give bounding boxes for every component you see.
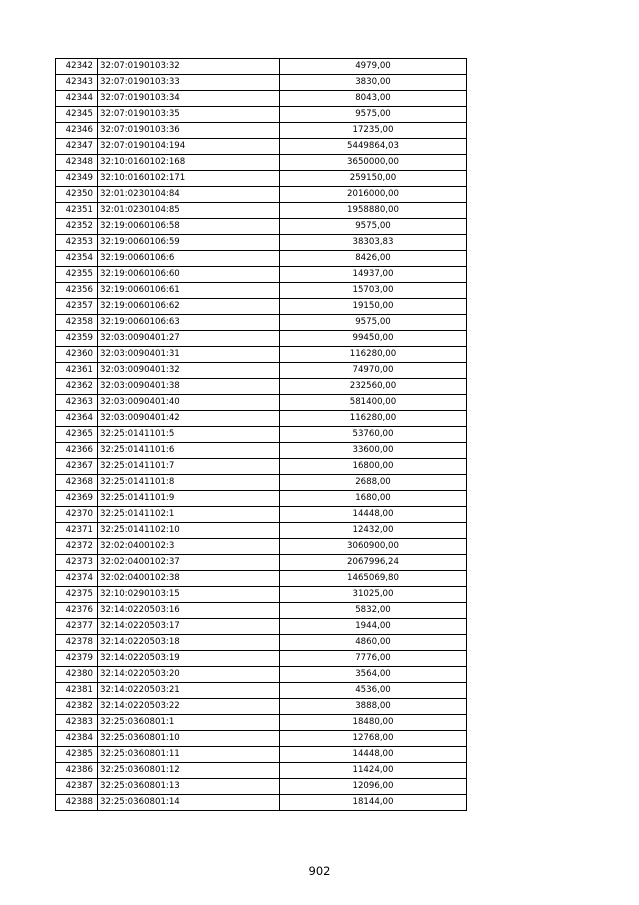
table-row [56, 75, 467, 91]
row-number-cell: 42364 [56, 411, 98, 427]
row-number-cell: 42374 [56, 571, 98, 587]
cadastral-value-cell: 2067996,24 [280, 555, 467, 571]
cadastral-number-cell: 32:19:0060106:6 [98, 251, 280, 267]
table-row [56, 779, 467, 795]
table-row [56, 91, 467, 107]
cadastral-number-cell: 32:02:0400102:38 [98, 571, 280, 587]
table-row [56, 587, 467, 603]
cadastral-number-cell: 32:25:0141101:5 [98, 427, 280, 443]
row-number-cell: 42384 [56, 731, 98, 747]
cadastral-number-cell: 32:25:0141101:6 [98, 443, 280, 459]
cadastral-value-cell: 116280,00 [280, 347, 467, 363]
cadastral-number-cell: 32:03:0090401:40 [98, 395, 280, 411]
row-number-cell: 42343 [56, 75, 98, 91]
cadastral-number-cell: 32:14:0220503:20 [98, 667, 280, 683]
row-number-cell: 42386 [56, 763, 98, 779]
cadastral-value-cell: 3060900,00 [280, 539, 467, 555]
cadastral-value-cell: 3564,00 [280, 667, 467, 683]
cadastral-number-cell: 32:03:0090401:38 [98, 379, 280, 395]
row-number-cell: 42366 [56, 443, 98, 459]
row-number-cell: 42363 [56, 395, 98, 411]
cadastral-value-cell: 1680,00 [280, 491, 467, 507]
row-number-cell: 42349 [56, 171, 98, 187]
cadastral-value-cell: 12768,00 [280, 731, 467, 747]
page-number: 902 [308, 864, 331, 878]
table-row [56, 651, 467, 667]
cadastral-number-cell: 32:03:0090401:32 [98, 363, 280, 379]
cadastral-value-cell: 14448,00 [280, 747, 467, 763]
row-number-cell: 42356 [56, 283, 98, 299]
cadastral-value-cell: 9575,00 [280, 315, 467, 331]
cadastral-number-cell: 32:07:0190104:194 [98, 139, 280, 155]
cadastral-number-cell: 32:14:0220503:22 [98, 699, 280, 715]
table-row [56, 203, 467, 219]
cadastral-number-cell: 32:01:0230104:85 [98, 203, 280, 219]
cadastral-value-cell: 4536,00 [280, 683, 467, 699]
cadastral-number-cell: 32:03:0090401:31 [98, 347, 280, 363]
row-number-cell: 42354 [56, 251, 98, 267]
cadastral-value-cell: 1944,00 [280, 619, 467, 635]
row-number-cell: 42381 [56, 683, 98, 699]
row-number-cell: 42352 [56, 219, 98, 235]
row-number-cell: 42358 [56, 315, 98, 331]
table-row [56, 507, 467, 523]
cadastral-value-cell: 9575,00 [280, 219, 467, 235]
cadastral-value-cell: 16800,00 [280, 459, 467, 475]
row-number-cell: 42351 [56, 203, 98, 219]
row-number-cell: 42383 [56, 715, 98, 731]
cadastral-number-cell: 32:07:0190103:36 [98, 123, 280, 139]
row-number-cell: 42372 [56, 539, 98, 555]
row-number-cell: 42375 [56, 587, 98, 603]
row-number-cell: 42350 [56, 187, 98, 203]
cadastral-value-cell: 38303,83 [280, 235, 467, 251]
cadastral-number-cell: 32:10:0290103:15 [98, 587, 280, 603]
table-row [56, 395, 467, 411]
cadastral-number-cell: 32:10:0160102:171 [98, 171, 280, 187]
cadastral-value-cell: 15703,00 [280, 283, 467, 299]
cadastral-value-cell: 19150,00 [280, 299, 467, 315]
cadastral-number-cell: 32:19:0060106:62 [98, 299, 280, 315]
cadastral-value-cell: 3830,00 [280, 75, 467, 91]
cadastral-number-cell: 32:25:0141101:9 [98, 491, 280, 507]
row-number-cell: 42378 [56, 635, 98, 651]
table-row [56, 523, 467, 539]
table-row [56, 459, 467, 475]
table-row [56, 363, 467, 379]
table-row [56, 379, 467, 395]
cadastral-number-cell: 32:25:0141102:1 [98, 507, 280, 523]
cadastral-value-cell: 33600,00 [280, 443, 467, 459]
cadastral-value-cell: 12432,00 [280, 523, 467, 539]
table-row [56, 315, 467, 331]
row-number-cell: 42344 [56, 91, 98, 107]
cadastral-number-cell: 32:07:0190103:35 [98, 107, 280, 123]
table-row [56, 731, 467, 747]
cadastral-value-cell: 1465069,80 [280, 571, 467, 587]
cadastral-value-cell: 9575,00 [280, 107, 467, 123]
cadastral-number-cell: 32:25:0141102:10 [98, 523, 280, 539]
cadastral-number-cell: 32:10:0160102:168 [98, 155, 280, 171]
row-number-cell: 42367 [56, 459, 98, 475]
cadastral-number-cell: 32:14:0220503:18 [98, 635, 280, 651]
cadastral-value-cell: 581400,00 [280, 395, 467, 411]
row-number-cell: 42361 [56, 363, 98, 379]
row-number-cell: 42368 [56, 475, 98, 491]
table-row [56, 667, 467, 683]
table-row [56, 331, 467, 347]
row-number-cell: 42377 [56, 619, 98, 635]
cadastral-number-cell: 32:02:0400102:3 [98, 539, 280, 555]
table-row [56, 539, 467, 555]
table-row [56, 715, 467, 731]
cadastral-value-cell: 2016000,00 [280, 187, 467, 203]
table-row [56, 603, 467, 619]
table-row [56, 283, 467, 299]
cadastral-number-cell: 32:03:0090401:42 [98, 411, 280, 427]
table-row [56, 187, 467, 203]
cadastral-value-cell: 11424,00 [280, 763, 467, 779]
cadastral-value-cell: 5449864,03 [280, 139, 467, 155]
table-row [56, 699, 467, 715]
table-row [56, 411, 467, 427]
table-row [56, 139, 467, 155]
table-row [56, 235, 467, 251]
cadastral-value-table [55, 58, 467, 811]
table-row [56, 683, 467, 699]
cadastral-number-cell: 32:07:0190103:32 [98, 59, 280, 75]
cadastral-value-cell: 2688,00 [280, 475, 467, 491]
row-number-cell: 42385 [56, 747, 98, 763]
cadastral-number-cell: 32:25:0141101:7 [98, 459, 280, 475]
table-row [56, 763, 467, 779]
cadastral-value-cell: 1958880,00 [280, 203, 467, 219]
cadastral-value-cell: 8043,00 [280, 91, 467, 107]
cadastral-value-cell: 18144,00 [280, 795, 467, 811]
table-row [56, 219, 467, 235]
cadastral-number-cell: 32:25:0360801:14 [98, 795, 280, 811]
row-number-cell: 42370 [56, 507, 98, 523]
cadastral-value-cell: 8426,00 [280, 251, 467, 267]
table-row [56, 795, 467, 811]
cadastral-number-cell: 32:19:0060106:61 [98, 283, 280, 299]
row-number-cell: 42373 [56, 555, 98, 571]
cadastral-value-cell: 4860,00 [280, 635, 467, 651]
cadastral-value-cell: 31025,00 [280, 587, 467, 603]
row-number-cell: 42346 [56, 123, 98, 139]
cadastral-value-cell: 14937,00 [280, 267, 467, 283]
cadastral-number-cell: 32:25:0141101:8 [98, 475, 280, 491]
cadastral-value-cell: 259150,00 [280, 171, 467, 187]
cadastral-value-cell: 3650000,00 [280, 155, 467, 171]
cadastral-number-cell: 32:25:0360801:11 [98, 747, 280, 763]
row-number-cell: 42382 [56, 699, 98, 715]
cadastral-number-cell: 32:03:0090401:27 [98, 331, 280, 347]
cadastral-value-cell: 4979,00 [280, 59, 467, 75]
table-row [56, 491, 467, 507]
cadastral-value-cell: 116280,00 [280, 411, 467, 427]
cadastral-value-cell: 53760,00 [280, 427, 467, 443]
row-number-cell: 42379 [56, 651, 98, 667]
cadastral-number-cell: 32:25:0360801:13 [98, 779, 280, 795]
cadastral-number-cell: 32:02:0400102:37 [98, 555, 280, 571]
cadastral-value-cell: 14448,00 [280, 507, 467, 523]
row-number-cell: 42369 [56, 491, 98, 507]
table-body [56, 59, 467, 811]
cadastral-number-cell: 32:19:0060106:59 [98, 235, 280, 251]
table-row [56, 251, 467, 267]
cadastral-value-cell: 18480,00 [280, 715, 467, 731]
row-number-cell: 42359 [56, 331, 98, 347]
cadastral-value-cell: 99450,00 [280, 331, 467, 347]
table-row [56, 123, 467, 139]
row-number-cell: 42376 [56, 603, 98, 619]
cadastral-number-cell: 32:14:0220503:21 [98, 683, 280, 699]
table-row [56, 171, 467, 187]
table-row [56, 427, 467, 443]
table-row [56, 443, 467, 459]
cadastral-number-cell: 32:19:0060106:58 [98, 219, 280, 235]
row-number-cell: 42365 [56, 427, 98, 443]
table-row [56, 59, 467, 75]
table-row [56, 155, 467, 171]
table-row [56, 619, 467, 635]
table-row [56, 571, 467, 587]
table-row [56, 267, 467, 283]
row-number-cell: 42348 [56, 155, 98, 171]
row-number-cell: 42355 [56, 267, 98, 283]
row-number-cell: 42353 [56, 235, 98, 251]
table-row [56, 747, 467, 763]
row-number-cell: 42380 [56, 667, 98, 683]
cadastral-value-cell: 3888,00 [280, 699, 467, 715]
row-number-cell: 42342 [56, 59, 98, 75]
cadastral-number-cell: 32:14:0220503:17 [98, 619, 280, 635]
cadastral-number-cell: 32:25:0360801:12 [98, 763, 280, 779]
cadastral-number-cell: 32:25:0360801:1 [98, 715, 280, 731]
table-row [56, 347, 467, 363]
row-number-cell: 42347 [56, 139, 98, 155]
cadastral-number-cell: 32:19:0060106:60 [98, 267, 280, 283]
cadastral-number-cell: 32:25:0360801:10 [98, 731, 280, 747]
cadastral-value-cell: 12096,00 [280, 779, 467, 795]
cadastral-value-cell: 17235,00 [280, 123, 467, 139]
table-row [56, 299, 467, 315]
row-number-cell: 42357 [56, 299, 98, 315]
cadastral-number-cell: 32:07:0190103:33 [98, 75, 280, 91]
row-number-cell: 42345 [56, 107, 98, 123]
cadastral-value-cell: 7776,00 [280, 651, 467, 667]
cadastral-number-cell: 32:19:0060106:63 [98, 315, 280, 331]
table-row [56, 555, 467, 571]
table-row [56, 107, 467, 123]
row-number-cell: 42387 [56, 779, 98, 795]
cadastral-number-cell: 32:01:0230104:84 [98, 187, 280, 203]
cadastral-value-cell: 232560,00 [280, 379, 467, 395]
row-number-cell: 42362 [56, 379, 98, 395]
row-number-cell: 42388 [56, 795, 98, 811]
cadastral-number-cell: 32:07:0190103:34 [98, 91, 280, 107]
row-number-cell: 42371 [56, 523, 98, 539]
table-row [56, 475, 467, 491]
cadastral-number-cell: 32:14:0220503:19 [98, 651, 280, 667]
cadastral-value-cell: 74970,00 [280, 363, 467, 379]
table-row [56, 635, 467, 651]
cadastral-value-cell: 5832,00 [280, 603, 467, 619]
cadastral-number-cell: 32:14:0220503:16 [98, 603, 280, 619]
row-number-cell: 42360 [56, 347, 98, 363]
